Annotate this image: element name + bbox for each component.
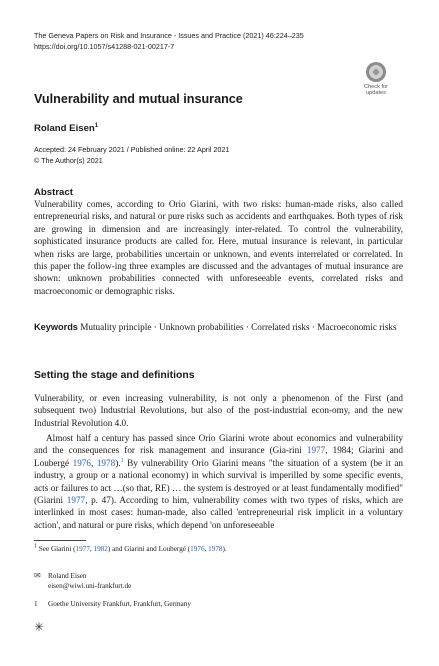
- badge-line1: Check for: [364, 84, 388, 90]
- paragraph-1: Vulnerability, or even increasing vulnerability, is not only a phenomenon of the First (and subsequent two) Industrial Revolutions, but also of the post-industrial econ-omy, and the new Industrial Revolution 4.0.: [34, 393, 403, 428]
- journal-header: [34, 30, 304, 52]
- citation-link[interactable]: 1976: [190, 545, 205, 553]
- abstract-heading: Abstract: [34, 187, 73, 198]
- citation-link[interactable]: 1977: [306, 445, 326, 456]
- citation-link[interactable]: 1977: [66, 495, 86, 506]
- citation-link[interactable]: 1976: [72, 457, 91, 468]
- keywords-text: Mutuality principle · Unknown probabilities · Correlated risks · Macroeconomic risks: [80, 322, 397, 332]
- author-affil-sup: 1: [94, 122, 99, 129]
- journal-citation: The Geneva Papers on Risk and Insurance - Issues and Practice (2021) 46:224–235: [34, 31, 304, 40]
- contact-email[interactable]: eisen@wiwi.uni-frankfurt.de: [48, 582, 132, 591]
- affiliation-text: Goethe University Frankfurt, Frankfurt, Germany: [48, 600, 191, 608]
- footnote-ref[interactable]: 1: [120, 457, 124, 464]
- dates-line: Accepted: 24 February 2021 / Published online: 22 April 2021: [34, 145, 230, 154]
- check-for-updates-badge[interactable]: [356, 62, 396, 96]
- footnote: $^1$ See Giarini (1977, 1982) and Giarini and Loubergé (1976, 1978).: [34, 543, 227, 553]
- affiliation-number: 1: [34, 600, 38, 608]
- citation-link[interactable]: 1978: [96, 457, 116, 468]
- citation-link[interactable]: 1978: [208, 545, 223, 553]
- citation-link[interactable]: 1982: [93, 545, 108, 553]
- article-title: Vulnerability and mutual insurance: [34, 92, 243, 106]
- keywords: [34, 321, 403, 333]
- author-name[interactable]: Roland Eisen: [34, 123, 95, 134]
- doi-link[interactable]: https://doi.org/10.1057/s41288-021-00217-7: [34, 42, 175, 51]
- section-heading: Setting the stage and definitions: [34, 370, 195, 381]
- paragraph-2: Almost half a century has passed since Orio Giarini wrote about economics and vulnerability and the consequences for risk management and insurance (Gia-rini 1977, 1984; Giarini and Loubergé 1976, 1978).$^1$ By vulnerability Orio Giarini means "the situation of a system (be it an industry, a group or a national economy) in which survival is imperilled by some specific events, acts or failures to act …(so that, RE) … the system is destroyed or at least fundamentally modified" (Giarini 1977, p. 47). According to him, vulnerability comes with two types of risks, which are interlinked in most cases: human-made, also called 'entrepreneurial risk implicit in a voluntary action', and natural or pure risks, which depend 'on unforeseeable: [34, 433, 403, 530]
- article-dates: [34, 145, 229, 166]
- author-contact: [34, 571, 131, 592]
- abstract-text: Vulnerability comes, according to Orio Giarini, with two risks: human-made risks, also called entrepreneurial risks, and natural or pure risks such as accidents and earthquakes. Both types of risk are growing in dimension and are increasingly inter-related. To control the vulnerability, sophisticated insurance products are called for. Here, mutual insurance is relevant, in particular when risks are large, probabilities uncertain or unknown, and events interrelated or correlated. In this paper the follow-ing three examples are discussed and the advantages of mutual insurance are shown: unknown probabilities connected with unforeseeable events, correlated risks and macroeconomic or demographic risks.: [34, 199, 403, 296]
- citation-link[interactable]: 1977: [75, 545, 90, 553]
- footnote-divider: [34, 540, 86, 541]
- springer-horse-icon: ✳: [34, 620, 45, 634]
- badge-line2: updates: [366, 90, 386, 97]
- check-updates-icon: [366, 62, 386, 82]
- affiliation: [34, 600, 191, 608]
- envelope-icon: ✉: [34, 571, 41, 580]
- keywords-label: Keywords: [34, 322, 78, 332]
- copyright-line: © The Author(s) 2021: [34, 155, 103, 165]
- author: [34, 123, 98, 134]
- contact-name: Roland Eisen: [48, 572, 87, 580]
